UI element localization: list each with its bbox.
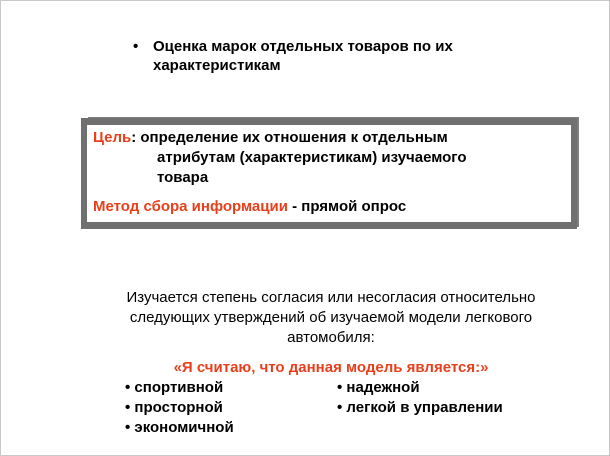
method-text: - прямой опрос bbox=[287, 198, 407, 215]
goal-label: Цель bbox=[93, 129, 132, 146]
list-item: • просторной bbox=[125, 399, 223, 416]
quote-line: «Я считаю, что данная модель является:» bbox=[173, 359, 489, 376]
method-line bbox=[93, 197, 571, 217]
attributes-list-right bbox=[337, 378, 503, 418]
slide-heading bbox=[133, 37, 533, 75]
goal-text-1: : определение их отношения к отдельным bbox=[131, 129, 448, 146]
goal-line bbox=[93, 128, 571, 148]
attributes-list-left bbox=[125, 378, 234, 438]
list-item: • экономичной bbox=[125, 419, 234, 436]
list-item: • спортивной bbox=[125, 379, 224, 396]
info-box-content bbox=[87, 125, 571, 222]
method-label: Метод сбора информации bbox=[93, 198, 288, 215]
list-item: • легкой в управлении bbox=[337, 399, 503, 416]
bullet-icon: • bbox=[133, 38, 139, 55]
info-box bbox=[81, 118, 577, 229]
goal-text-3: товара bbox=[157, 169, 209, 186]
heading-text: Оценка марок отдельных товаров по их характеристикам bbox=[153, 38, 453, 74]
intro-paragraph: Изучается степень согласия или несогласия относительно следующих утверждений об изучаемой модели легкового автомобиля: bbox=[126, 289, 536, 346]
goal-text-2: атрибутам (характеристикам) изучаемого bbox=[157, 149, 467, 166]
list-item: • надежной bbox=[337, 379, 420, 396]
